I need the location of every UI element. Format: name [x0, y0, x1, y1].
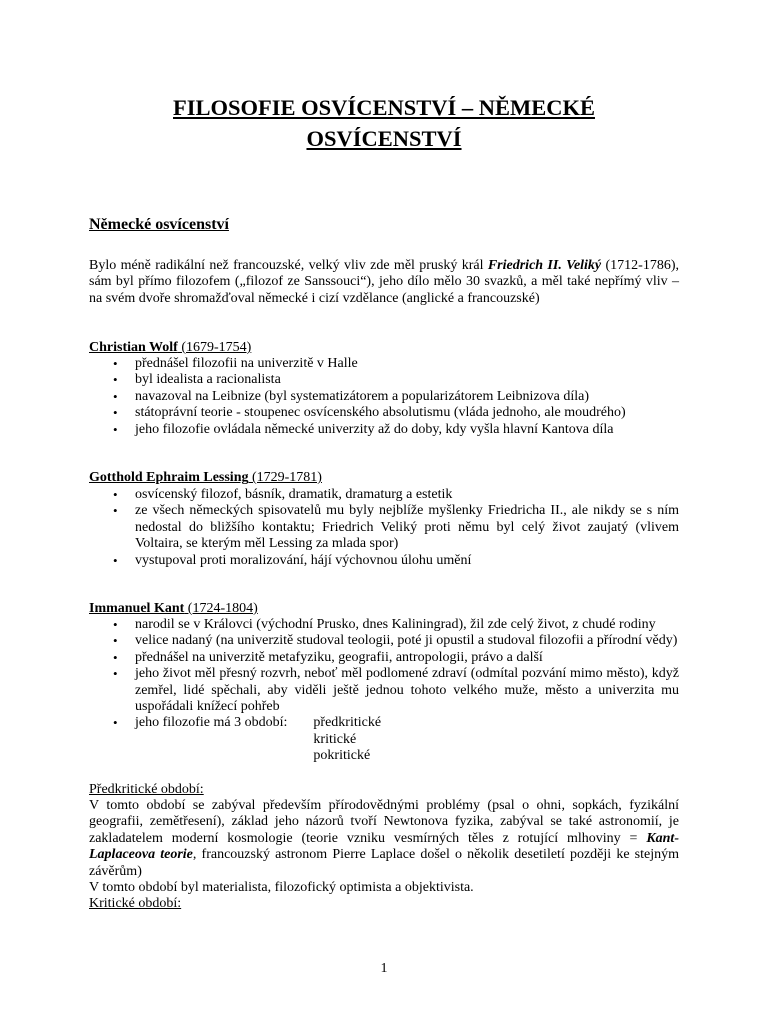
list-item: • navazoval na Leibnize (byl systematizátorem a popularizátorem Leibnizova díla): [89, 389, 679, 405]
list-item: • přednášel filozofii na univerzitě v Halle: [89, 356, 679, 372]
list-item-periods: [89, 715, 679, 764]
precritical-paragraph: [89, 798, 679, 896]
list-item: • vystupoval proti moralizování, hájí výchovnou úlohu umění: [89, 553, 679, 569]
list-item: • byl idealista a racionalista: [89, 372, 679, 388]
wolf-dates: (1679-1754): [177, 340, 252, 355]
list-item: • osvícenský filozof, básník, dramatik, dramaturg a estetik: [89, 487, 679, 503]
king-name: Friedrich II. Veliký: [487, 258, 602, 273]
kant-laplace-theory: Kant-Laplaceova teorie: [89, 830, 679, 863]
periods-label: jeho filozofie má 3 období:: [135, 715, 288, 731]
periods-list: [313, 715, 381, 764]
wolf-list: [89, 356, 679, 438]
kant-list: [89, 617, 679, 765]
precritical-text-3: V tomto období byl materialista, filozofický optimista a objektivista.: [89, 880, 474, 896]
list-item: • ze všech německých spisovatelů mu byly nejblíže myšlenky Friedricha II., ale nikdy se s ním nedostal do bližšího kontaktu; Friedrich Veliký proti němu byl celý život zaujatý (vlivem Voltaira, se kterým měl Lessing za mlada spor): [89, 503, 679, 552]
page-title: [89, 92, 679, 154]
list-item: • jeho život měl přesný rozvrh, neboť měl podlomené zdraví (odmítal pozvání mimo město), když zemřel, lidé spěchali, aby viděli ještě jednou tohoto velkého muže, město a univerzita mu uspořádali knížecí pohřeb: [89, 666, 679, 715]
kant-name: Immanuel Kant: [89, 601, 185, 616]
lessing-heading: [89, 470, 322, 486]
intro-pre: Bylo méně radikální než francouzské, velký vliv zde měl pruský král: [89, 258, 488, 273]
section-title: Německé osvícenství: [89, 216, 229, 233]
precritical-text-1: V tomto období se zabýval především přírodovědnými problémy (psal o ohni, sopkách, fyzikální geografii, zemětřesení), základ jeho názorů tvoří Newtonova fyzika, zabýval se také astronomií, je zakladatelem moderní kosmologie (teorie vzniku vesmírných těles z rotující mlhoviny =: [89, 798, 679, 846]
period-postcritical: pokritické: [313, 748, 371, 764]
wolf-heading: [89, 340, 251, 356]
list-item: • velice nadaný (na univerzitě studoval teologii, poté ji opustil a studoval filozofii a přírodní vědy): [89, 633, 679, 649]
kant-heading: [89, 601, 258, 617]
critical-heading: Kritické období:: [89, 896, 182, 911]
list-item: • přednášel na univerzitě metafyziku, geografii, antropologii, právo a další: [89, 650, 679, 666]
title-line-2: OSVÍCENSTVÍ: [306, 126, 462, 151]
kant-dates: (1724-1804): [184, 601, 258, 616]
title-line-1: FILOSOFIE OSVÍCENSTVÍ – NĚMECKÉ: [173, 95, 595, 120]
list-item: • narodil se v Královci (východní Prusko, dnes Kaliningrad), žil zde celý život, z chudé rodiny: [89, 617, 679, 633]
period-critical: kritické: [313, 731, 357, 747]
intro-paragraph: [89, 258, 679, 307]
page-number: 1: [380, 961, 388, 976]
lessing-dates: (1729-1781): [248, 470, 322, 485]
period-precritical: předkritické: [313, 715, 382, 731]
precritical-heading: Předkritické období:: [89, 782, 204, 797]
lessing-name: Gotthold Ephraim Lessing: [89, 470, 249, 485]
list-item: • jeho filozofie ovládala německé univerzity až do doby, kdy vyšla hlavní Kantova díla: [89, 422, 679, 438]
lessing-list: [89, 487, 679, 569]
intro-post: (1712-1786), sám byl přímo filozofem („filozof ze Sanssouci“), jeho dílo mělo 30 svazků, a měl také nepřímý vliv – na svém dvoře shromažďoval německé i cizí vzdělance (anglické a francouzské): [89, 258, 679, 306]
wolf-name: Christian Wolf: [89, 340, 178, 355]
list-item: • státoprávní teorie - stoupenec osvícenského absolutismu (vláda jednoho, ale moudrého): [89, 405, 679, 421]
precritical-text-2: , francouzský astronom Pierre Laplace došel o několik desetiletí později ke stejným závěrům): [89, 847, 680, 879]
